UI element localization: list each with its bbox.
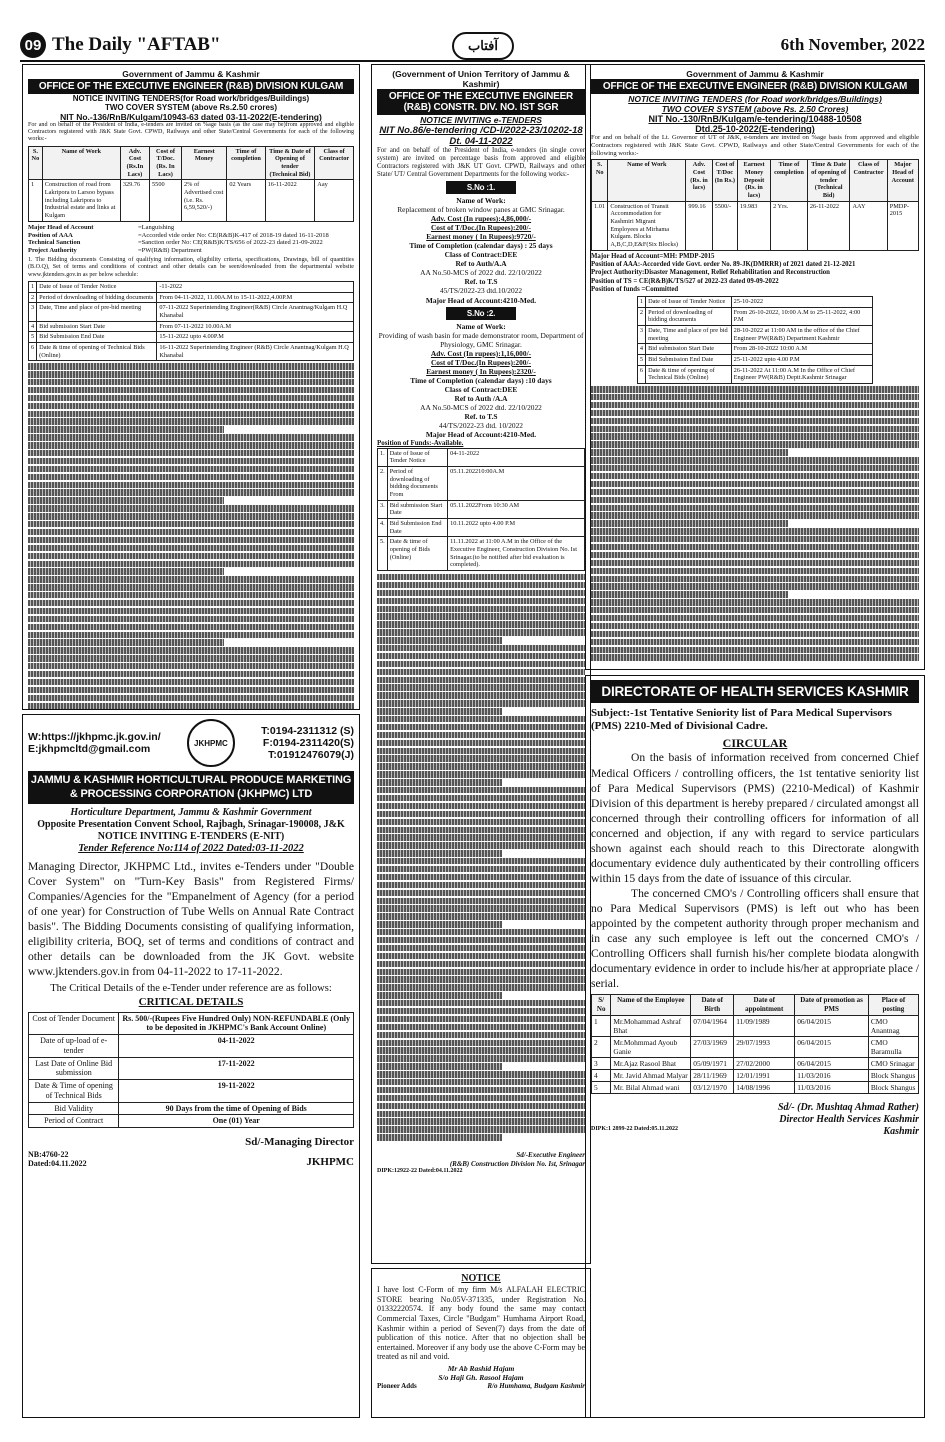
table-row <box>592 1081 919 1093</box>
schedule-table <box>637 296 873 384</box>
gov-line: Government of Jammu & Kashmir <box>122 69 260 79</box>
work-ts: Ref. to T.S <box>464 411 498 421</box>
work-number: S.No :2. <box>446 307 516 320</box>
table-cell: 5500 <box>150 180 182 221</box>
office-banner: OFFICE OF THE EXECUTIVE ENGINEER (R&B) CONSTR. DIV. NO. IST SGR <box>377 89 585 115</box>
table-cell: 15-11-2022 upto 4.00P.M <box>157 332 354 343</box>
nit-title: NOTICE INVITING E-TENDERS (E-NIT) <box>97 830 285 842</box>
meta-key: Project Authority <box>28 247 77 255</box>
table-cell: Date & time of opening of Bids (Online) <box>387 537 447 571</box>
table-cell: 2% of Advertised cost (i.e. Rs. 6,59,520/-) <box>181 180 226 221</box>
table-row <box>378 537 585 571</box>
meta-value: =PW(R&B) Department <box>138 247 202 255</box>
meta-row <box>28 239 354 247</box>
terms-text <box>28 363 354 710</box>
nit-line1: NOTICE INVITING TENDERS(for Road work/bridges/Buildings) <box>72 94 310 103</box>
table-cell: 06/04/2015 <box>795 1036 869 1057</box>
table-cell: Mr.Mohmmad Ayoub Ganie <box>611 1036 691 1057</box>
work-adv: Adv. Cost (In rupees):4,86,000/- <box>430 214 532 224</box>
intro-text: For and on behalf of the President of India, e-tenders (in single cover system) are invited on percentage basis from approved and eligible Contractors registered with J&K UT Govt. CPWD, Railways and other State/ UT/ Central Government Departments for the following works:- <box>377 147 585 179</box>
table-header-cell: Place of posting <box>868 995 918 1015</box>
work-ts: Ref. to T.S <box>464 277 498 287</box>
signature-2: (R&B) Construction Division No. Ist, Srinagar <box>449 1159 585 1168</box>
table-cell: Period of downloading of bidding documents <box>646 307 732 325</box>
table-cell: 11/03/2016 <box>795 1069 869 1081</box>
table-row <box>29 332 354 343</box>
work-cost: Cost of T/Doc.(In Rupees):200/- <box>430 223 532 233</box>
table-cell: 2 <box>29 292 37 303</box>
jkhpmc-banner: JAMMU & KASHMIR HORTICULTURAL PRODUCE MARKETING & PROCESSING CORPORATION (JKHPMC) LTD <box>28 771 354 804</box>
work-time: Time of Completion (calendar days) : 25 days <box>409 241 553 251</box>
subject: Subject:-1st Tentative Seniority list of Para Medical Supervisors (PMS) 2210-Med of Divisional Cadre. <box>591 707 892 733</box>
table-row <box>637 365 872 383</box>
work-mh: Major Head of Account:4210-Med. <box>425 430 537 440</box>
table-cell: Date, Time and place of pre bid meeting <box>646 326 732 344</box>
table-cell: 1. <box>378 448 388 466</box>
table-cell: 14/08/1996 <box>734 1081 795 1093</box>
address: Opposite Presentation Convent School, Rajbagh, Srinagar-190008, J&K <box>37 818 345 830</box>
table-row <box>592 1069 919 1081</box>
work-aa: AA No.50-MCS of 2022 dtd. 22/10/2022 <box>420 402 542 412</box>
table-cell: Date, Time and place of pre-bid meeting <box>37 303 157 321</box>
work-cost: Cost of T/Doc.(In Rupees):200/- <box>430 357 532 367</box>
table-header-cell: S/ No <box>592 995 611 1015</box>
signature-3: Kashmir <box>883 1126 919 1138</box>
table-cell: 25-11-2022 upto 4.00 P.M <box>731 355 872 366</box>
issue-date: 6th November, 2022 <box>780 35 925 54</box>
table-cell: 1 <box>592 1015 611 1036</box>
table-cell: CMO Baramulla <box>868 1036 918 1057</box>
gov-line: (Government of Union Territory of Jammu & Kashmir) <box>392 69 570 89</box>
table-cell: 5 <box>29 332 37 343</box>
email: E:jkhpmcltd@gmail.com <box>28 743 151 755</box>
table-cell: 26-11-2022 At 11:00 A.M In the Office of Chief Engineer PW(R&B) Deptt.Kashmir Srinagar <box>731 365 872 383</box>
table-cell: 28/11/1969 <box>691 1069 734 1081</box>
meta-row <box>28 232 354 240</box>
works-list <box>377 181 585 439</box>
table-cell: Date of Issue of Tender Notice <box>646 297 732 308</box>
table-cell: Bid submission Start Date <box>387 500 447 518</box>
table-cell: 19.983 <box>738 201 771 250</box>
table-cell: 2 <box>592 1036 611 1057</box>
table-cell: AAY <box>850 201 887 250</box>
table-cell: Mr. Javid Ahmad Malyar <box>611 1069 691 1081</box>
schedule-table <box>28 281 354 361</box>
table-cell: Date of Issue of Tender Notice <box>37 281 157 292</box>
table-cell: 5 <box>592 1081 611 1093</box>
table-cell: 329.76 <box>120 180 149 221</box>
table-cell: 11/03/2016 <box>795 1081 869 1093</box>
work-auth: Ref to Auth/A.A <box>455 259 507 269</box>
nit-line2: TWO COVER SYSTEM (above Rs. 2.50 Crores) <box>661 104 849 114</box>
table-cell: CMO Srinagar <box>868 1057 918 1069</box>
position-title: Position of Funds:-Available. <box>377 439 464 448</box>
table-cell: 4 <box>29 321 37 332</box>
sender-address: R/o Humhama, Budgam Kashmir <box>487 1382 585 1391</box>
work-tsno: 45/TS/2022-23 dtd.10/2022 <box>439 286 523 296</box>
table-cell: 3 <box>637 326 645 344</box>
table-header-cell: Time & Date of Opening of tender (Technical Bid) <box>265 146 315 180</box>
table-cell: Construction of road from Lakripora to Larsoo bypass including Lakripora to Industrial estate and links at Kulgam <box>42 180 120 221</box>
table-cell: From 04-11-2022, 11.00A.M to 15-11-2022,4.00P.M <box>157 292 354 303</box>
table-cell: 05.11.2022From 10:30 AM <box>448 500 585 518</box>
crit-label: Date of up-load of e-tender <box>29 1035 119 1058</box>
table-row <box>29 303 354 321</box>
meta-row: Position of AAA:-Accorded vide Govt. order No. 89-JK(DMRRR) of 2021 dated 21-12-2021 <box>591 260 856 268</box>
table-header-cell: Time of completion <box>771 160 808 201</box>
table-header-cell: Name of Work <box>608 160 686 201</box>
table-header-cell: Adv. Cost (Rs. in lacs) <box>686 160 712 201</box>
work-name: Providing of wash basin for made demonstrator room, Department of Physiology, GMC Srinagar. <box>378 330 584 349</box>
work-em: Earnest money ( In Rupees):2320/- <box>426 366 536 376</box>
gov-line: Government of Jammu & Kashmir <box>686 69 824 79</box>
table-cell: 4. <box>378 518 388 536</box>
table-cell: From 26-10-2022, 10:00 A.M to 25-11-2022, 4:00 P.M <box>731 307 872 325</box>
office-banner: OFFICE OF THE EXECUTIVE ENGINEER (R&B) DIVISION KULGAM <box>28 79 354 94</box>
kulgam-transit-notice <box>585 64 925 670</box>
table-cell: 16-11-2022 Superintending Engineer (R&B) Circle Anantnag/Kulgam H.Q Khanabal <box>157 342 354 360</box>
table-cell: 05.11.202210:00A.M <box>448 466 585 500</box>
para-2: The concerned CMO's / Controlling officers shall ensure that no Para Medical Supervisors (PMS) is left out who has been appointed by the competent authority through proper mechanism and in case any such employee is left out the concerned CMO's / Controlling Officers shall furnish his/her complete biodata alongwith documentary evidence in order to include his/her at appropriate place / serial. <box>591 887 919 991</box>
table-cell: 12/01/1991 <box>734 1069 795 1081</box>
signature-2: Director Health Services Kashmir <box>779 1113 919 1125</box>
work-class: Class of Contract:DEE <box>444 384 518 394</box>
crit-value: 19-11-2022 <box>119 1080 354 1103</box>
table-cell: 4 <box>592 1069 611 1081</box>
table-cell: 11/09/1989 <box>734 1015 795 1036</box>
table-cell: Mr.Mohammad Ashraf Bhat <box>611 1015 691 1036</box>
table-row <box>378 466 585 500</box>
signature-1: Sd/- (Dr. Mushtaq Ahmad Rather) <box>777 1101 919 1113</box>
table-row <box>637 355 872 366</box>
table-cell: 5 <box>637 355 645 366</box>
table-cell: 07-11-2022 Superintending Engineer(R&B) Circle Anantnag/Kulgam H.Q Khanabal <box>157 303 354 321</box>
label: Name of Work: <box>456 321 506 331</box>
department: Horticulture Department, Jammu & Kashmir Government <box>70 806 312 818</box>
health-circular <box>585 675 925 1418</box>
notice-body: I have lost C-Form of my firm M/s ALFALAH ELECTRIC STORE bearing No.05V-371335, under Registration No. 01332220574. If any body found the same may contact Commercial Taxes, Circle "Budgam" Humhama Airport Road, Kashmir within a period of Seven(7) days from the date of publication of this notice. After that no objection shall be entertained. Moreover if any body use the above C-Form may be treated as nil and void. <box>377 1285 585 1362</box>
table-cell: 29/07/1993 <box>734 1036 795 1057</box>
jkhpmc-tender-notice <box>22 714 360 1418</box>
table-cell: 07/04/1964 <box>691 1015 734 1036</box>
table-cell: 05/09/1971 <box>691 1057 734 1069</box>
meta-row <box>28 224 354 232</box>
table-cell: 02 Years <box>227 180 265 221</box>
table-cell: Date of Issue of Tender Notice <box>387 448 447 466</box>
meta-value: =Languishing <box>138 223 175 231</box>
fax: F:0194-2311420(S) <box>262 737 354 749</box>
meta-key: Position of AAA <box>28 231 73 239</box>
work-tsno: 44/TS/2022-23 dtd. 10/2022 <box>439 421 523 430</box>
table-cell: 4 <box>637 344 645 355</box>
meta-row <box>28 247 354 255</box>
table-cell: 5500/- <box>712 201 737 250</box>
table-cell: 2 Yrs. <box>771 201 808 250</box>
dipk-number: DIPK:12922-22 Dated:04.11.2022 <box>377 1168 463 1175</box>
table-row <box>29 1012 354 1035</box>
meta-row: Project Authority:Disaster Management, Relief Rehabilitation and Reconstruction <box>591 269 830 277</box>
crit-label: Cost of Tender Document <box>29 1012 119 1035</box>
sender-parent: S/o Haji Gh. Rasool Hajam <box>438 1373 524 1383</box>
kulgam-tender-notice <box>22 64 360 710</box>
cd1-srinagar-notice <box>371 64 591 1264</box>
critical-intro: The Critical Details of the e-Tender under reference are as follows: <box>50 983 332 995</box>
table-cell: 999.16 <box>686 201 712 250</box>
work-name: Replacement of broken window panes at GMC Srinagar. <box>397 205 565 215</box>
table-cell: Mr. Bilal Ahmad wani <box>611 1081 691 1093</box>
table-cell: 04-11-2022 <box>448 448 585 466</box>
table-header-cell: Major Head of Account <box>887 160 918 201</box>
meta-key: Technical Sanction <box>28 239 81 247</box>
crit-value: 17-11-2022 <box>119 1057 354 1080</box>
tender-ref: Tender Reference No:114 of 2022 Dated:03-11-2022 <box>78 843 304 855</box>
table-row <box>378 518 585 536</box>
table-header-cell: Date of appointment <box>734 995 795 1015</box>
work-aa: AA No.50-MCS of 2022 dtd. 22/10/2022 <box>420 268 542 278</box>
table-cell: 1 <box>637 297 645 308</box>
table-row <box>29 1102 354 1115</box>
phone-jammu: T:01912476079(J) <box>268 749 354 761</box>
meta-key: Major Head of Account <box>28 223 94 231</box>
office-banner: OFFICE OF THE EXECUTIVE ENGINEER (R&B) DIVISION KULGAM <box>591 79 919 94</box>
table-row <box>29 1080 354 1103</box>
table-cell: Bid submission Start Date <box>646 344 732 355</box>
table-header-cell: Cost of T/Doc (In Rs.) <box>712 160 737 201</box>
table-cell: From 07-11-2022 10.00A.M <box>157 321 354 332</box>
table-header-cell: Cost of T/Doc. (Rs. In Lacs) <box>150 146 182 180</box>
critical-table <box>28 1012 354 1129</box>
org-name: JKHPMC <box>306 1155 354 1168</box>
nit-number: NIT No.86/e-tendering /CD-I/2022-23/10202-18 Dt. 04-11-2022 <box>379 125 583 147</box>
intro-text: For and on behalf of the Lt. Governor of UT of J&K, e-tenders are invited on %age basis from approved and eligible Contractors registered with J&K State Govt. CPWD, Railways and other State/Central Governments for each of the following works:- <box>591 134 919 157</box>
table-header-cell: Date of promotion as PMS <box>795 995 869 1015</box>
works-table <box>591 159 919 250</box>
website: W:https://jkhpmc.jk.gov.in/ <box>28 731 161 743</box>
terms-text <box>591 386 919 668</box>
table-cell: 27/03/1969 <box>691 1036 734 1057</box>
terms-text <box>377 574 585 1151</box>
seniority-table <box>591 994 919 1093</box>
table-header-cell: Earnest Money <box>181 146 226 180</box>
table-header-cell: Time & Date of opening of tender (Technical Bid) <box>807 160 850 201</box>
table-cell: 1 <box>29 281 37 292</box>
meta-value: =Sanction order No: CE(R&B)K/TS/656 of 2022-23 dated 21-09-2022 <box>138 239 323 247</box>
table-header-cell: Name of the Employee <box>611 995 691 1015</box>
circular-title: CIRCULAR <box>722 735 788 750</box>
table-header-cell: Class of Contractor <box>315 146 354 180</box>
signature <box>748 668 919 670</box>
crit-label: Bid Validity <box>29 1102 119 1115</box>
md-signature: Sd/-Managing Director <box>245 1136 354 1149</box>
nb-date: Dated:04.11.2022 <box>28 1159 87 1169</box>
body-text: Managing Director, JKHPMC Ltd., invites e-Tenders under "Double Cover System" on "Turn-Key Basis" from Registered Firms/ Companies/Agencies for the "Empanelment of Agency (for a period of one year) for Construction of Tube Wells on Annual Rate Contract basis". The Bidding Documents consisting of qualifying information, eligibility criteria, BOQ, set of terms and conditions of contract and other details can be downloaded from the JK Govt. website www.jktenders.gov.in from 04-11-2022 to 17-11-2022. <box>28 859 354 979</box>
meta-row: Position of funds =Committed <box>591 285 679 293</box>
table-header-cell: Name of Work <box>42 146 120 180</box>
crit-value: 90 Days from the time of Opening of Bids <box>119 1102 354 1115</box>
newspaper-header <box>20 30 925 62</box>
table-row <box>29 1115 354 1128</box>
table-cell: 06/04/2015 <box>795 1057 869 1069</box>
telephone: T:0194-2311312 (S) <box>261 725 354 737</box>
sender-name: Mr Ab Rashid Hajam <box>447 1363 515 1373</box>
work-em: Earnest money ( In Rupees):9720/- <box>426 232 536 242</box>
table-header-cell: Adv. Cost (Rs.In Lacs) <box>120 146 149 180</box>
table-cell: Period of downloading of bidding documents <box>37 292 157 303</box>
intro-text: For and on behalf of the President of India, e-tenders are invited on %age basis (as the case may be)from approved and eligible Contractors registered with J&K State Govt. CPWD, Railways and other State/Central Governments for each of the following works:- <box>28 122 354 143</box>
newspaper-name: The Daily "AFTAB" <box>52 34 221 55</box>
table-row <box>592 1015 919 1036</box>
nit-date: Dtd.25-10-2022(E-tendering) <box>695 124 815 134</box>
work-mh: Major Head of Account:4210-Med. <box>425 295 537 305</box>
para-1: On the basis of information received from concerned Chief Medical Officers / controlling officers, the 1st tentative seniority list of Para Medical Supervisors (PMS) (2210-Medical) of Kashmir Division of this department is hereby prepared / circulated amongst all concerned through their controlling officers for information of all concerned and objection, if any with regard to service particulars shown against each should reach to this Directorate alongwith documentary evidence duly authenticated by their controlling officers within 15 days from the date of issuance of this circular. <box>591 751 919 885</box>
notice-title: NOTICE <box>461 1273 501 1284</box>
table-cell: 10.11.2022 upto 4.00 P.M <box>448 518 585 536</box>
table-cell: 28-10-2022 at 11:00 AM in the office of the Chief Engineer PW(R&B) Department Kashmir <box>731 326 872 344</box>
agency-name: Pioneer Adds <box>377 1382 417 1391</box>
table-cell: Bid Submission End Date <box>646 355 732 366</box>
table-cell: Block Shangus <box>868 1081 918 1093</box>
dipk-number: DIPK:1 2899-22 Dated:05.11.2022 <box>591 1126 678 1133</box>
position-table <box>377 448 585 571</box>
nit-line2: TWO COVER SYSTEM (above Rs.2.50 crores) <box>104 103 278 112</box>
meta-value: =Accorded vide order No: CE(R&B)K-417 of 2018-19 dated 16-11-2018 <box>138 231 329 239</box>
table-cell: -11-2022 <box>157 281 354 292</box>
table-cell: Block Shangus <box>868 1069 918 1081</box>
table-header-cell: Time of completion <box>227 146 265 180</box>
table-row <box>378 448 585 466</box>
meta-list <box>28 224 354 256</box>
meta-list <box>591 253 919 294</box>
nit-number: NIT No.-130/RnB/Kulgam/e-tendering/10488-10508 <box>648 114 862 124</box>
table-cell: 16-11-2022 <box>265 180 315 221</box>
table-row <box>29 321 354 332</box>
jkhpmc-emblem: JKHPMC <box>187 719 235 767</box>
table-cell: From 28-10-2022 10:00 A.M <box>731 344 872 355</box>
page-number: 09 <box>20 32 46 58</box>
nb-number: NB:4760-22 <box>28 1149 69 1159</box>
table-cell: 5. <box>378 537 388 571</box>
crit-value: One (01) Year <box>119 1115 354 1128</box>
table-cell: 3 <box>592 1057 611 1069</box>
critical-title: CRITICAL DETAILS <box>138 996 244 1009</box>
table-row <box>29 292 354 303</box>
meta-row: Major Head of Account=MH: PMDP-2015 <box>591 252 715 260</box>
table-header-cell: S. No <box>592 160 608 201</box>
work-number: S.No :1. <box>446 181 516 194</box>
table-cell: 6 <box>637 365 645 383</box>
table-cell: Aay <box>315 180 354 221</box>
table-cell: 26-11-2022 <box>807 201 850 250</box>
table-header-cell: Date of Birth <box>691 995 734 1015</box>
nit-number: NIT No.-136/RnB/Kulgam/10943-63 dated 03-11-2022(E-tendering) <box>60 112 322 122</box>
table-row <box>29 342 354 360</box>
table-cell: Date & time of opening of Technical Bids (Online) <box>37 342 157 360</box>
crit-label: Period of Contract <box>29 1115 119 1128</box>
lost-cform-notice <box>371 1268 591 1418</box>
table-cell: Construction of Transit Accommodation for Kashmiri Migrant Employees at Mirhama Kulgam. Blocks A,B,C,D,E&F(Six Blocks) <box>608 201 686 250</box>
table-row <box>637 326 872 344</box>
table-cell: 2. <box>378 466 388 500</box>
table-cell: 06/04/2015 <box>795 1015 869 1036</box>
table-cell: Date & time of opening of Technical Bids (Online) <box>646 365 732 383</box>
table-cell: Bid Submission End Date <box>37 332 157 343</box>
label: Name of Work: <box>456 196 506 206</box>
table-row <box>29 1035 354 1058</box>
table-cell: PMDP-2015 <box>887 201 918 250</box>
table-row <box>592 1057 919 1069</box>
nit-line1: NOTICE INVITING TENDERS (for Road work/bridges/Buildings) <box>628 94 882 104</box>
table-row <box>29 281 354 292</box>
table-cell: 27/02/2000 <box>734 1057 795 1069</box>
works-table <box>28 146 354 222</box>
table-cell: 3. <box>378 500 388 518</box>
nit-title: NOTICE INVITING e-TENDERS <box>420 115 542 125</box>
table-cell: 1.01 <box>592 201 608 250</box>
health-banner: DIRECTORATE OF HEALTH SERVICES KASHMIR <box>591 680 919 703</box>
table-row <box>637 344 872 355</box>
table-cell: Bid submission Start Date <box>37 321 157 332</box>
table-row <box>637 297 872 308</box>
table-cell: 11.11.2022 at 11:00 A.M in the Office of the Executive Engineer, Construction Division No. Ist Srinagar.(to be notified after bid evaluation is completed). <box>448 537 585 571</box>
work-auth: Ref to Auth /A.A <box>454 393 508 403</box>
crit-value: 04-11-2022 <box>119 1035 354 1058</box>
newspaper-logo: آفتاب <box>452 32 514 60</box>
table-cell: 1 <box>29 180 43 221</box>
table-cell: 6 <box>29 342 37 360</box>
table-cell: 03/12/1970 <box>691 1081 734 1093</box>
para-1: 1. The Bidding documents Consisting of qualifying information, eligibility criteria, specifications, Drawings, bill of quantities (B.O.Q), Set of terms and conditions of contract and other details can be seen/downloaded from the departmental website www.jktenders.gov.in as per below schedule: <box>28 257 354 278</box>
table-cell: Bid Submission End Date <box>387 518 447 536</box>
table-header-cell: Class of Contractor <box>850 160 887 201</box>
table-head-row <box>592 995 919 1015</box>
work-adv: Adv. Cost (In rupees):1,16,000/- <box>430 348 532 358</box>
table-cell: 3 <box>29 303 37 321</box>
table-row <box>378 500 585 518</box>
table-cell: 2 <box>637 307 645 325</box>
table-header-cell: S. No <box>29 146 43 180</box>
table-cell: CMO Anantnag <box>868 1015 918 1036</box>
work-time: Time of Completion (calendar days) :10 days <box>410 375 552 385</box>
table-row <box>592 1036 919 1057</box>
signature-1: Sd/-Executive Engineer <box>516 1151 585 1159</box>
table-cell: Period of downloading of bidding documents From <box>387 466 447 500</box>
meta-row: Position of TS = CE(R&B)K/TS/527 of 2022-23 dated 09-09-2022 <box>591 277 779 285</box>
table-row <box>29 1057 354 1080</box>
table-cell: Mr.Ajaz Rasool Bhat <box>611 1057 691 1069</box>
table-cell: 25-10-2022 <box>731 297 872 308</box>
crit-value: Rs. 500/-(Rupees Five Hundred Only) NON-REFUNDABLE (Only to be deposited in JKHPMC's Bank Account Online) <box>119 1012 354 1035</box>
crit-label: Last Date of Online Bid submission <box>29 1057 119 1080</box>
table-header-cell: Earnest Money Deposit (Rs. in lacs) <box>738 160 771 201</box>
table-row <box>637 307 872 325</box>
work-class: Class of Contract:DEE <box>444 250 518 260</box>
crit-label: Date & Time of opening of Technical Bids <box>29 1080 119 1103</box>
